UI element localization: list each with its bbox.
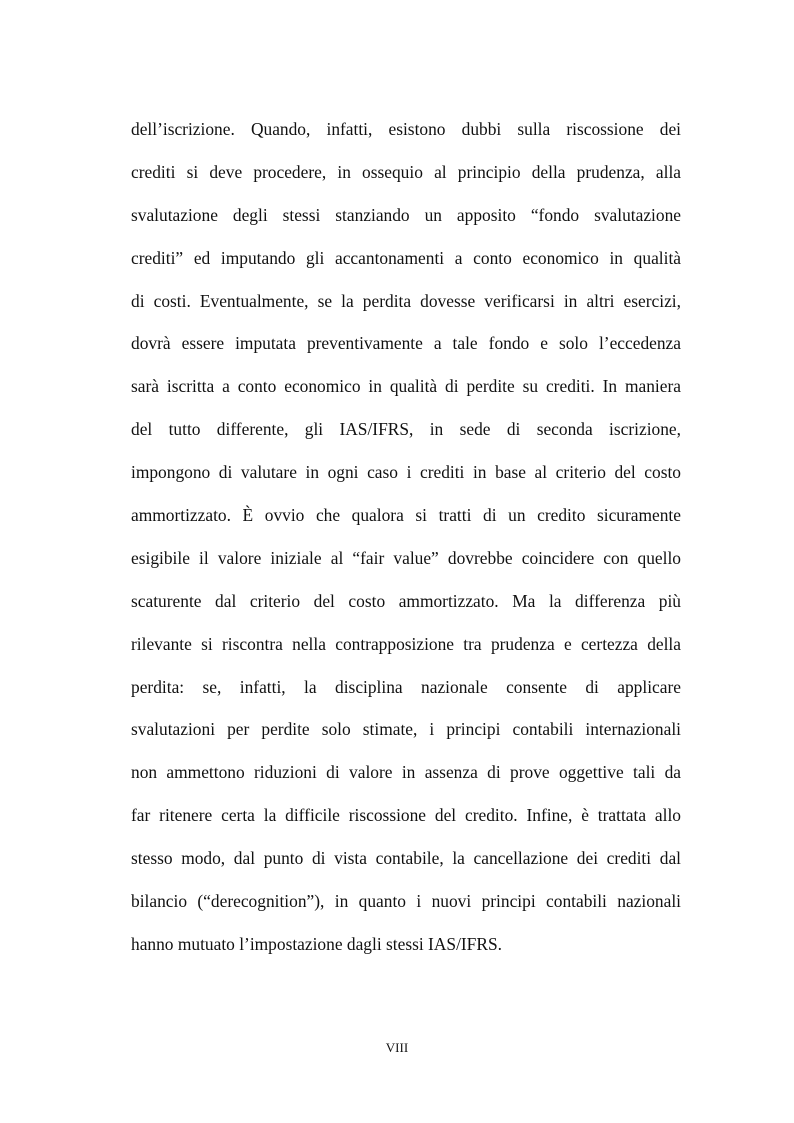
text-line: far ritenere certa la difficile riscossione del credito. Infine, è trattata allo — [131, 805, 681, 826]
body-paragraph — [131, 108, 681, 966]
text-line: scaturente dal criterio del costo ammortizzato. Ma la differenza più — [131, 590, 681, 611]
text-line: impongono di valutare in ogni caso i crediti in base al criterio del costo — [131, 462, 681, 483]
text-line: rilevante si riscontra nella contrapposizione tra prudenza e certezza della — [131, 633, 681, 654]
text-line: svalutazione degli stessi stanziando un apposito “fondo svalutazione — [131, 204, 681, 225]
text-line: dell’iscrizione. Quando, infatti, esistono dubbi sulla riscossione dei — [131, 119, 681, 139]
text-line: del tutto differente, gli IAS/IFRS, in sede di seconda iscrizione, — [131, 419, 681, 440]
page-number: VIII — [385, 1040, 409, 1055]
text-line: crediti si deve procedere, in ossequio al principio della prudenza, alla — [131, 161, 681, 182]
text-line: non ammettono riduzioni di valore in assenza di prove oggettive tali da — [131, 762, 681, 783]
text-line: crediti” ed imputando gli accantonamenti a conto economico in qualità — [131, 247, 681, 268]
text-line: stesso modo, dal punto di vista contabile, la cancellazione dei crediti dal — [131, 848, 681, 869]
text-line-last: hanno mutuato l’impostazione dagli stessi IAS/IFRS. — [131, 933, 502, 954]
text-line: di costi. Eventualmente, se la perdita dovesse verificarsi in altri esercizi, — [131, 290, 681, 311]
text-line: esigibile il valore iniziale al “fair value” dovrebbe coincidere con quello — [131, 547, 681, 568]
text-line: svalutazioni per perdite solo stimate, i principi contabili internazionali — [131, 719, 681, 740]
text-line: ammortizzato. È ovvio che qualora si tratti di un credito sicuramente — [131, 505, 681, 526]
text-line: sarà iscritta a conto economico in qualità di perdite su crediti. In maniera — [131, 376, 681, 397]
text-line: perdita: se, infatti, la disciplina nazionale consente di applicare — [131, 676, 681, 697]
text-line: bilancio (“derecognition”), in quanto i nuovi principi contabili nazionali — [131, 891, 681, 912]
text-line: dovrà essere imputata preventivamente a tale fondo e solo l’eccedenza — [131, 333, 681, 354]
